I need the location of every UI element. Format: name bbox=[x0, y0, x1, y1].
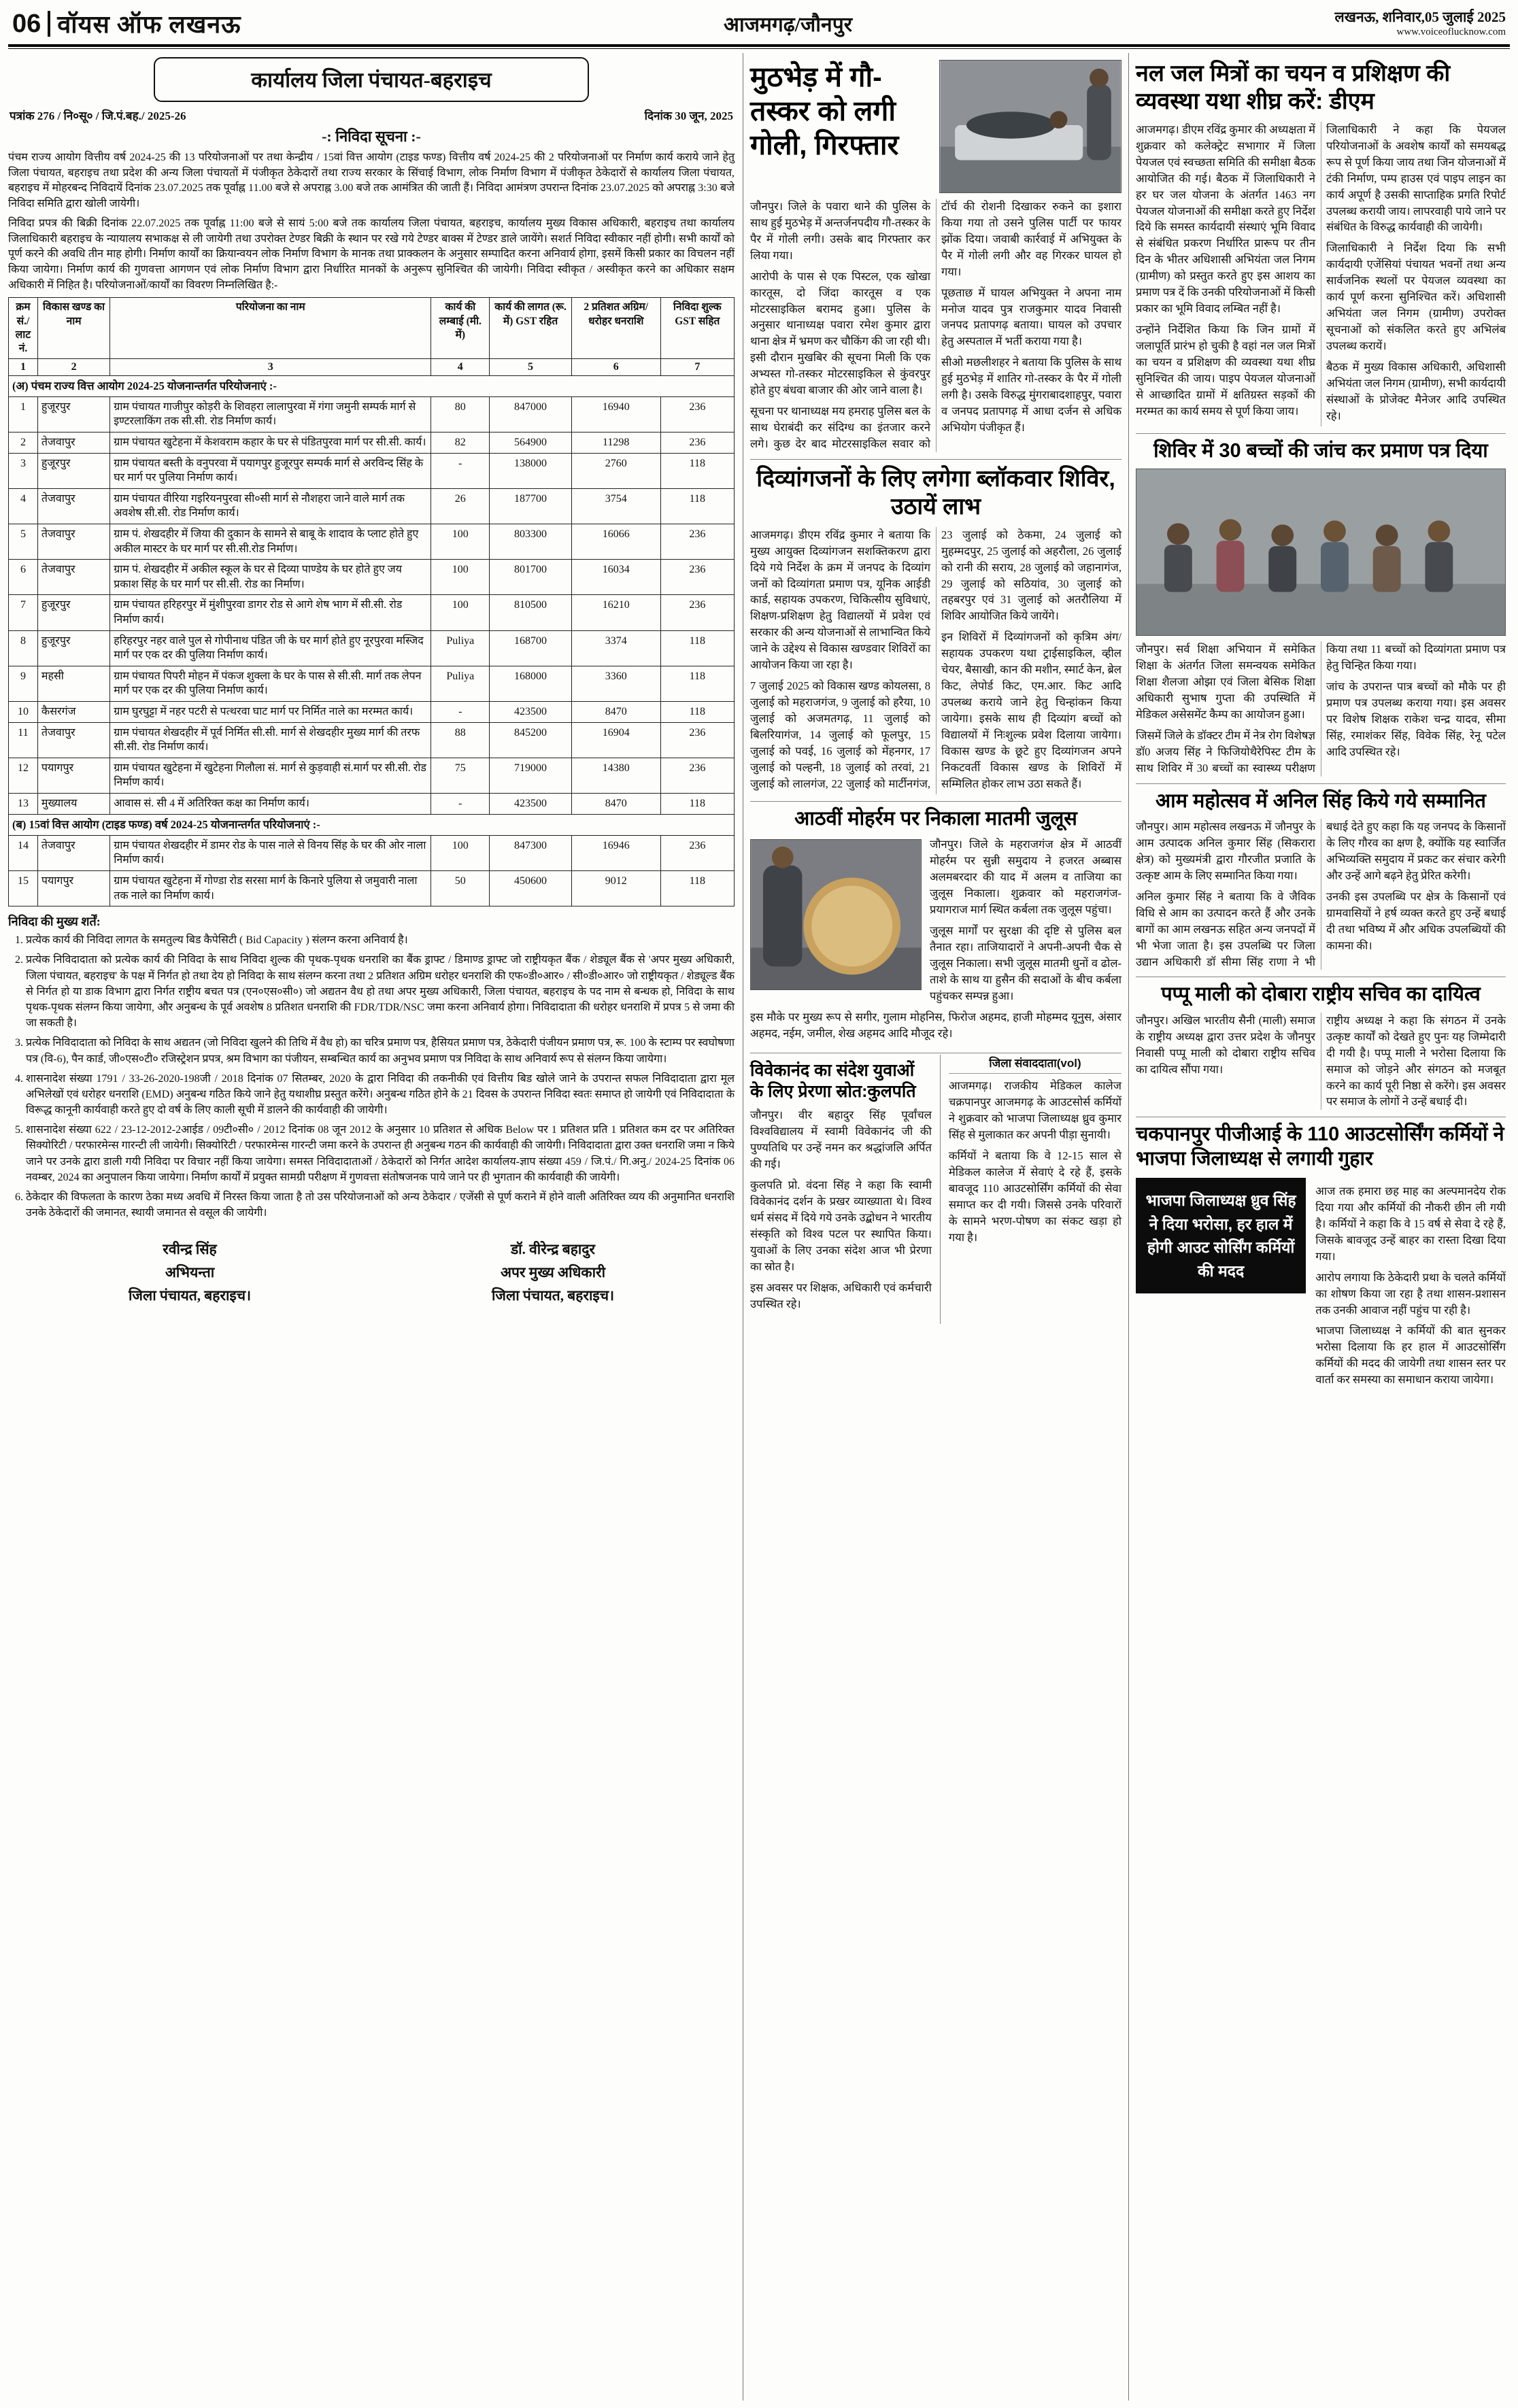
project-row bbox=[9, 722, 735, 758]
signatory-title: अपर मुख्य अधिकारी bbox=[500, 1264, 606, 1281]
col-header-block: विकास खण्ड का नाम bbox=[37, 298, 109, 359]
cell-advance: 9012 bbox=[571, 871, 660, 906]
masthead-rule bbox=[8, 44, 1510, 49]
cell-block: तेजवापुर bbox=[37, 560, 109, 595]
col-header-project: परियोजना का नाम bbox=[110, 298, 431, 359]
project-row bbox=[9, 595, 735, 630]
article-headline: नल जल मित्रों का चयन व प्रशिक्षण की व्यवस्था यथा शीघ्र करें: डीएम bbox=[1136, 61, 1451, 115]
right-column bbox=[1129, 53, 1507, 2401]
article-body-wrap bbox=[750, 836, 1121, 1041]
paragraph: 7 जुलाई 2025 को विकास खण्ड कोयलसा, 8 जुलाई को महराजगंज, 9 जुलाई को हरैया, 10 जुलाई को अजमतगढ़, 11 जुलाई को बिलरियागंज, 14 जुलाई को फूलपुर, 15 जुलाई को पवई, 16 जुलाई को मेंहनगर, 17 जुलाई को पल्हनी, 18 जुलाई को तरवां, 21 जुलाई को लालगंज, 22 जुलाई को मार्टीनगंज, 23 जुलाई को ठेकमा, 24 जुलाई को मुहम्मदपुर, 25 जुलाई को अहरौला, 26 जुलाई को रानी की सराय, 28 जुलाई को जहानागंज, 29 जुलाई को सठियांव, 30 जुलाई को तहबरपुर एवं 31 जुलाई को अतरौलिया में शिविर आयोजित किये जायेंगे। bbox=[750, 528, 1121, 790]
article-headline: पप्पू माली को दोबारा राष्ट्रीय सचिव का दायित्व bbox=[1161, 983, 1481, 1006]
cell-block: तेजवापुर bbox=[37, 433, 109, 454]
column-number-row: 1 2 3 4 5 6 7 bbox=[9, 359, 735, 376]
article-body bbox=[1136, 819, 1506, 970]
cell-length: 75 bbox=[431, 758, 490, 793]
signatory-officer bbox=[492, 1238, 614, 1307]
project-row bbox=[9, 793, 735, 814]
paragraph: अनिल कुमार सिंह ने बताया कि वे जैविक विधि से आम का उत्पादन करते हैं और उनके बागों का आम लखनऊ सहित अन्य जनपदों में भी भेजा जाता है। इस उपलब्धि पर जिला उद्यान अधिकारी डॉ सीमा सिंह राणा ने भी बधाई देते हुए कहा कि यह जनपद के किसानों के लिए गौरव का क्षण है, क्योंकि यह स्वार्जित अभिव्यक्ति समुदाय में प्रकट कर संचार करेगी और उन्हें आगे बढ़ने हेतु प्रेरित करेगी। bbox=[1136, 820, 1506, 968]
cell-sn: 1 bbox=[9, 396, 38, 432]
signatory-engineer bbox=[129, 1238, 251, 1307]
project-row bbox=[9, 453, 735, 488]
pgi-lead-column bbox=[949, 1055, 1121, 1323]
paragraph: इन शिविरों में दिव्यांगजनों को कृत्रिम अंग/सहायक उपकरण यथा ट्राईसाइकिल, व्हील चेयर, बैसाखी, कान की मशीन, स्मार्ट केन, ब्रेल किट, लेपोर्ड किट, एम.आर. किट आदि उपलब्ध कराये जाने हेतु चिन्हांकन किया जायेगा। इसके साथ ही दिव्यांग बच्चों को विद्यालयों में निःशुल्क प्रवेश दिलाया जायेगा। विकास खण्ड के छूटे हुए दिव्यांगजन अपने निकटवर्ती विकास खण्ड के शिविरों में सम्मिलित होकर लाभ उठा सकते हैं। bbox=[941, 630, 1121, 790]
project-row bbox=[9, 835, 735, 870]
cell-advance: 16904 bbox=[571, 722, 660, 758]
cell-block: हुजूरपुर bbox=[37, 595, 109, 630]
dateline bbox=[1335, 8, 1506, 39]
paragraph: भाजपा जिलाध्यक्ष ने कर्मियों की बात सुनकर भरोसा दिलाया कि हर हाल में आउटसोर्सिंग कर्मियों की मदद की जायेगी तथा शासन स्तर पर वार्ता कर समस्या का समाधान कराया जायेगा। bbox=[1315, 1324, 1506, 1387]
term-item: 3. प्रत्येक निविदादाता को निविदा के साथ अद्यतन (जो निविदा खुलने की तिथि में वैध हो) का चरित्र प्रमाण पत्र, हैसियत प्रमाण पत्र, ठेकेदारी पंजीयन प्रमाण पत्र, रू. 100 के स्टाम्प पर स्वघोषणा पत्र (वि-6), पैन कार्ड, जी०एस०टी० रजिस्ट्रेशन प्रपत्र, श्रम विभाग का पंजीयन, सम्बन्धित कार्य का अनुभव प्रमाण पत्र निविदा के साथ अनिवार्य रूप से संलग्न किया जायेगा। bbox=[26, 1035, 735, 1066]
cell-length: Puliya bbox=[431, 666, 490, 701]
cell-length: 100 bbox=[431, 835, 490, 870]
cell-cost: 803300 bbox=[490, 524, 572, 560]
cell-length: 26 bbox=[431, 488, 490, 524]
paragraph: सीओ मछलीशहर ने बताया कि पुलिस के साथ हुई मुठभेड़ में शातिर गो-तस्कर के पैर में गोली लगी है। उसके विरुद्ध मुंगराबादशाहपुर, पवारा व जनपद प्रतापगढ़ में आधा दर्जन से अधिक अभियोग पंजीकृत हैं। bbox=[941, 356, 1121, 434]
cell-block: पयागपुर bbox=[37, 871, 109, 906]
article-divyang-camp bbox=[750, 460, 1121, 802]
cell-fee: 236 bbox=[660, 595, 734, 630]
table-header bbox=[9, 298, 735, 375]
article-pappu-mali bbox=[1136, 977, 1506, 1117]
col-header-advance: 2 प्रतिशत अग्रिम/ धरोहर धनराशि bbox=[571, 298, 660, 359]
cell-fee: 236 bbox=[660, 524, 734, 560]
paragraph: जुलूस मार्गों पर सुरक्षा की दृष्टि से पुलिस बल तैनात रहा। ताजियादारों ने अपनी-अपनी चैक से जुलूस निकाला। सभी जुलूस मातमी धुनों व ढोल-ताशे के साथ या हुसैन की सदाओं के बीच कर्बला पहुंचकर सम्पन्न हुआ। bbox=[930, 924, 1121, 1002]
brand bbox=[12, 7, 241, 40]
cell-fee: 118 bbox=[660, 453, 734, 488]
paragraph: जिसमें जिले के डॉक्टर टीम में नेत्र रोग विशेषज्ञ डॉ0 अजय सिंह ने फिजियोथैरेपिस्ट टीम के साथ शिविर में 30 बच्चों का स्वास्थ्य परीक्षण किया तथा 11 बच्चों को दिव्यांगता प्रमाण पत्र हेतु चिन्हित किया गया। bbox=[1136, 643, 1506, 775]
cell-cost: 168700 bbox=[490, 630, 572, 666]
article-headline: विवेकानंद का संदेश युवाओं के लिए प्रेरणा स्रोत:कुलपति bbox=[750, 1061, 916, 1101]
article-moharram bbox=[750, 802, 1121, 1053]
cell-advance: 16034 bbox=[571, 560, 660, 595]
cell-project-name: ग्राम पंचायत वीरिया गइरियनपुरवा सी०सी मार्ग से नौशहरा जाने वाले मार्ग तक अवशेष सी.सी. रोड निर्माण कार्य। bbox=[110, 488, 431, 524]
cell-fee: 236 bbox=[660, 560, 734, 595]
photo-medical-camp bbox=[1136, 469, 1506, 636]
project-row bbox=[9, 560, 735, 595]
paragraph: इस अवसर पर शिक्षक, अधिकारी एवं कर्मचारी उपस्थित रहे। bbox=[750, 1281, 932, 1310]
cell-block: मुख्यालय bbox=[37, 793, 109, 814]
cell-advance: 8470 bbox=[571, 793, 660, 814]
page-content bbox=[7, 53, 1511, 2401]
cell-advance: 16946 bbox=[571, 835, 660, 870]
cell-cost: 168000 bbox=[490, 666, 572, 701]
cell-fee: 236 bbox=[660, 835, 734, 870]
article-headline: शिविर में 30 बच्चों की जांच कर प्रमाण पत्र दिया bbox=[1153, 440, 1488, 462]
cell-length: - bbox=[431, 453, 490, 488]
cell-block: पयागपुर bbox=[37, 758, 109, 793]
cell-fee: 118 bbox=[660, 488, 734, 524]
cell-sn: 7 bbox=[9, 595, 38, 630]
paragraph: उन्होंने निर्देशित किया कि जिन ग्रामों में जलापूर्ति प्रारंभ हो चुकी है वहां नल जल मित्रों का चयन व प्रशिक्षण की व्यवस्था यथा शीघ्र सुनिश्चित की जाय। पाइप पेयजल योजनाओं से आच्छादित ग्रामों में क्षतिग्रस्त सड़कों की मरम्मत का कार्य समय से पूर्ण किया जाय। bbox=[1136, 323, 1315, 418]
cell-block: तेजवापुर bbox=[37, 835, 109, 870]
article-pgi-outsourcing bbox=[1136, 1117, 1506, 1400]
col-header-fee: निविदा शुल्क GST सहित bbox=[660, 298, 734, 359]
tender-intro bbox=[8, 150, 735, 293]
project-row bbox=[9, 396, 735, 432]
cell-fee: 118 bbox=[660, 630, 734, 666]
article-body bbox=[1136, 122, 1506, 426]
cell-advance: 3360 bbox=[571, 666, 660, 701]
cell-cost: 847000 bbox=[490, 396, 572, 432]
paragraph: निविदा प्रपत्र की बिक्री दिनांक 22.07.2025 तक पूर्वाह्न 11:00 बजे से सायं 5:00 बजे तक कार्यालय जिला पंचायत, बहराइच, कार्यालय मुख्य विकास अधिकारी, बहराइच तथा कार्यालय जिलाधिकारी बहराइच के न्यायालय सभाकक्ष से ली जायेगी तथा उपरोक्त टेण्डर बिक्री के स्थान पर रखे गये टेण्डर बाक्स में टेण्डर डाले जायेंगे। सशर्त निविदा स्वीकार नहीं होगी। सभी कार्यों को पूर्ण करने की अवधि तीन माह होगी। निर्माण कार्यों का क्रियान्वयन लोक निर्माण विभाग के मानक तथा प्राक्कलन के अनुसार सम्पादित करना अनिवार्य होगा, इसमें किसी प्रकार का विचलन नहीं किया जायेगा। निर्माण कार्य की गुणवत्ता आगणन एवं लोक निर्माण विभाग द्वारा निर्धारित मानकों के अनुरूप सुनिश्चित की जायेगी। निविदा स्वीकृत / अस्वीकृत करने का अधिकार सक्षम अधिकारी में निहित है। परियोजनाओं/कार्यों का विवरण निम्नलिखित है:- bbox=[8, 217, 735, 291]
cell-sn: 12 bbox=[9, 758, 38, 793]
article-body bbox=[750, 527, 1121, 794]
cell-cost: 450600 bbox=[490, 871, 572, 906]
paragraph: सूचना पर थानाध्यक्ष मय हमराह पुलिस बल के साथ घेराबंदी कर संदिग्ध का इंतजार करने लगे। कुछ देर बाद मोटरसाइकिल सवार को टॉर्च की रोशनी दिखाकर रुकने का इशारा किया गया तो उसने पुलिस पार्टी पर फायर झोंक दिया। जवाबी कार्रवाई में अभियुक्त के पैर में गोली लगी और वह गिरकर घायल हो गया। bbox=[750, 200, 1121, 450]
article-cattle-smuggler bbox=[750, 54, 1121, 460]
cell-length: 100 bbox=[431, 595, 490, 630]
paragraph: पंचम राज्य आयोग वित्तीय वर्ष 2024-25 की 13 परियोजनाओं पर तथा केन्द्रीय / 15वां वित्त आयोग (टाइड फण्ड) वित्तीय वर्ष 2024-25 की 2 परियोजनाओं पर निर्माण कार्य कराये जाने हेतु जिला पंचायत, बहराइच तथा प्रदेश की अन्य जिला पंचायतों में पंजीकृत ठेकेदारों तथा राज्य सरकार के सिंचाई विभाग, लोक निर्माण विभाग में पंजीकृत ठेकेदारों से कार्यालय जिला पंचायत, बहराइच में मोहरबन्द निविदायें दिनांक 23.07.2025 तक पूर्वाह्न 11.00 बजे से अपराह्न 3.00 बजे तक आमंत्रित की जाती हैं। निविदा आमंत्रण उपरान्त दिनांक 23.07.2025 को अपराह्न 3:30 बजे निविदा समिति द्वारा खोली जायेगी। bbox=[8, 152, 735, 210]
paragraph: जौनपुर। जिले के पवारा थाने की पुलिस के साथ हुई मुठभेड़ में अन्तर्जनपदीय गौ-तस्कर के पैर में गोली लगी। उसके बाद गिरफ्तार कर लिया गया। bbox=[750, 200, 930, 262]
tender-notice bbox=[7, 53, 743, 2401]
cell-sn: 14 bbox=[9, 835, 38, 870]
project-row bbox=[9, 488, 735, 524]
paragraph: उनकी इस उपलब्धि पर क्षेत्र के किसानों एवं ग्रामवासियों ने हर्ष व्यक्त करते हुए उन्हें बधाई दी तथा भविष्य में और अधिक उपलब्धियों की कामना की। bbox=[1326, 889, 1506, 952]
cell-cost: 187700 bbox=[490, 488, 572, 524]
paragraph: इस मौके पर मुख्य रूप से सगीर, गुलाम मोहनिस, फिरोज अहमद, हाजी मोहम्मद यूनुस, अंसार अहमद, नईम, जमील, शेख अहमद आदि मौजूद रहे। bbox=[750, 1010, 1121, 1040]
cell-fee: 118 bbox=[660, 701, 734, 722]
cell-project-name: ग्राम पंचायत पिपरी मोहन में पंकज शुक्ला के घर के पास से सी.सी. मार्ग तक लेपन मार्ग पर एक दर की पुलिया निर्माण कार्य। bbox=[110, 666, 431, 701]
paragraph: आजमगढ़। डीएम रविंद्र कुमार की अध्यक्षता में शुक्रवार को कलेक्ट्रेट सभागार में जिला पेयजल एवं स्वच्छता समिति की समीक्षा बैठक आयोजित की गई। बैठक में जिलाधिकारी ने हर घर जल योजना के अंतर्गत 1463 नग पेयजल योजनाओं की समीक्षा करते हुए निर्देश दिये कि समस्त कार्यदायी संस्थाएं भूमि विवाद से संबंधित प्रकरण निर्धारित प्रारूप पर तीन दिन के भीतर अधिशासी अभियंता जल निगम (ग्रामीण) को प्रस्तुत करते हुए इस आशय का प्रमाण पत्र दें कि उनकी परियोजनाओं में किसी प्रकार का भूमि विवाद लम्बित नहीं है। bbox=[1136, 122, 1315, 316]
cell-cost: 564900 bbox=[490, 433, 572, 454]
cell-sn: 8 bbox=[9, 630, 38, 666]
article-headline: मुठभेड़ में गौ-तस्कर को लगी गोली, गिरफ्तार bbox=[750, 61, 899, 161]
cell-length: 100 bbox=[431, 524, 490, 560]
term-item: 4. शासनादेश संख्या 1791 / 33-26-2020-198जी / 2018 दिनांक 07 सितम्बर, 2020 के द्वारा निविदा की तकनीकी एवं वित्तीय बिड खोले जाने के उपरान्त सफल निविदादाता द्वारा मूल अभिलेखों एवं धरोहर धनराशि (EMD) अनुबन्ध गठित किये जाने हेतु यथाशीघ्र प्रस्तुत करेंगे। अनुबन्ध गठित होने के 21 दिवस के उपरान्त निविदा स्वतः समाप्त हो जायेगी एवं निविदादाता के विरूद्ध कानूनी कार्यवाही करते हुए दो वर्ष के लिए काली सूची में डालने की कार्यवाही की जायेगी। bbox=[26, 1071, 735, 1119]
terms-list bbox=[8, 932, 735, 1221]
project-row bbox=[9, 666, 735, 701]
cell-advance: 14380 bbox=[571, 758, 660, 793]
article-headline: चकपानपुर पीजीआई के 110 आउटसोर्सिंग कर्मियों ने भाजपा जिलाध्यक्ष से लगायी गुहार bbox=[1136, 1123, 1504, 1170]
cell-project-name: ग्राम पंचायत शेखदहीर में पूर्व निर्मित सी.सी. मार्ग से शेखदहीर मुख्य मार्ग की तरफ सी.सी. रोड निर्माण कार्य। bbox=[110, 722, 431, 758]
cell-project-name: ग्राम पंचायत शेखदहीर में डामर रोड के पास नाले से विनय सिंह के घर की ओर नाला निर्माण कार्य। bbox=[110, 835, 431, 870]
cell-sn: 10 bbox=[9, 701, 38, 722]
project-row bbox=[9, 758, 735, 793]
paragraph: आरोप लगाया कि ठेकेदारी प्रथा के चलते कर्मियों का शोषण किया जा रहा है तथा शासन-प्रशासन तक उनकी आवाज नहीं पहुंच पा रही है। bbox=[1315, 1270, 1506, 1317]
term-item: 6. ठेकेदार की विफलता के कारण ठेका मध्य अवधि में निरस्त किया जाता है तो उस परियोजनाओं को अन्य ठेकेदार / एजेंसी से पूर्ण कराने में होने वाली अतिरिक्त व्यय की अनुमानित धनराशि उनके ठेकेदारों की जमानत, स्थायी जमानत से वसूल की जायेगी। bbox=[26, 1189, 735, 1221]
paragraph: कर्मियों ने बताया कि वे 12-15 साल से मेडिकल कालेज में सेवाएं दे रहे हैं, इसके बावजूद 110 आउटसोर्सिंग कर्मियों की सेवा समाप्त कर दी गयी। जिससे उनके परिवारों के सामने भरण-पोषण का संकट खड़ा हो गया है। bbox=[948, 1149, 1121, 1244]
cell-project-name: ग्राम पंचायत खुटेहना में खुटेहना गिलौला सं. मार्ग से कुड़वाही सं.मार्ग पर सी.सी. रोड निर्माण कार्य। bbox=[110, 758, 431, 793]
cell-project-name: ग्राम पंचायत खुटेहना में केशवराम कहार के घर से पंडितपुरवा मार्ग पर सी.सी. कार्य। bbox=[110, 433, 431, 454]
paragraph: जौनपुर। जिले के महराजगंज क्षेत्र में आठवीं मोहर्रम पर सुन्नी समुदाय ने हजरत अब्बास अलमबरदार की याद में अलम व ताजिया का जुलूस निकाला। शुक्रवार को महराजगंज-प्रयागराज मार्ग स्थित कर्बला तक जुलूस पहुंचा। bbox=[930, 838, 1121, 917]
article-mango-festival bbox=[1136, 784, 1506, 978]
cell-advance: 2760 bbox=[571, 453, 660, 488]
signatory-name: डॉ. वीरेन्द्र बहादुर bbox=[510, 1241, 596, 1258]
cell-block: तेजवापुर bbox=[37, 524, 109, 560]
cell-advance: 3754 bbox=[571, 488, 660, 524]
paragraph: बैठक में मुख्य विकास अधिकारी, अधिशासी अभियंता जल निगम (ग्रामीण), सभी कार्यदायी संस्थाओं के प्रोजेक्ट मैनेजर आदि उपस्थित रहे। bbox=[1326, 360, 1506, 422]
paper-name: वॉयस ऑफ लखनऊ bbox=[57, 11, 241, 38]
signatory-title: अभियन्ता bbox=[165, 1264, 215, 1281]
cell-project-name: हरिहरपुर नहर वाले पुल से गोपीनाथ पंडित जी के घर मार्ग होते हुए नूरपुरवा मस्जिद मार्ग पर एक दर की पुलिया निर्माण कार्य। bbox=[110, 630, 431, 666]
cell-cost: 847300 bbox=[490, 835, 572, 870]
paragraph: आज तक हमारा छह माह का अल्पमानदेय रोक दिया गया और कर्मियों की नौकरी छीन ली गयी है। कर्मियों ने कहा कि वे 15 वर्ष से सेवा दे रहे हैं, जिसके बावजूद उन्हें बाहर का रास्ता दिखा दिया गया। bbox=[1315, 1185, 1506, 1263]
paragraph: आरोपी के पास से एक पिस्टल, एक खोखा कारतूस, दो जिंदा कारतूस व एक मोटरसाइकिल बरामद हुआ। पुलिस के अनुसार थानाध्यक्ष पवारा रमेश कुमार द्वारा थाना क्षेत्र में भ्रमण कर चौकिंग की जा रही थी। इसी दौरान मुखबिर की सूचना मिली कि एक अभ्यस्त गो-तस्कर मोटरसाइकिल से कुंवरपुर होते हुए बंधवा बाजार की ओर जाने वाला है। bbox=[750, 269, 930, 397]
paragraph: पूछताछ में घायल अभियुक्त ने अपना नाम मनोज यादव पुत्र राजकुमार यादव निवासी जनपद प्रतापगढ़ बताया। घायल को उपचार हेतु अस्पताल में भर्ती कराया गया है। bbox=[941, 286, 1121, 348]
cell-advance: 16066 bbox=[571, 524, 660, 560]
page-number: 06 bbox=[12, 11, 50, 37]
cell-cost: 801700 bbox=[490, 560, 572, 595]
section-a-title-row: (अ) पंचम राज्य वित्त आयोग 2024-25 योजनान्तर्गत परियोजनाएं :- bbox=[9, 375, 735, 396]
cell-block: तेजवापुर bbox=[37, 488, 109, 524]
col-header-sn: क्रम सं./ लाट नं. bbox=[9, 298, 38, 359]
cell-project-name: ग्राम पंचायत खुटेहना में गोण्डा रोड सरसा मार्ग के किनारे पुलिया से जमुवारी नाला तक नाले का निर्माण कार्य। bbox=[110, 871, 431, 906]
cell-block: कैसरगंज bbox=[37, 701, 109, 722]
photo-moharram-drum bbox=[750, 839, 922, 990]
article-headline: आम महोत्सव में अनिल सिंह किये गये सम्मानित bbox=[1156, 790, 1486, 812]
cell-project-name: ग्राम घुरघुट्टा में नहर पटरी से पत्थरवा घाट मार्ग पर निर्मित नाले का मरम्मत कार्य। bbox=[110, 701, 431, 722]
cell-project-name: ग्राम पंचायत हरिहरपुर में मुंशीपुरवा डागर रोड से आगे शेष भाग में सी.सी. रोड निर्माण कार्य। bbox=[110, 595, 431, 630]
project-row bbox=[9, 524, 735, 560]
project-row bbox=[9, 433, 735, 454]
project-row bbox=[9, 871, 735, 906]
cell-block: हुजूरपुर bbox=[37, 630, 109, 666]
article-vivekanand bbox=[750, 1055, 941, 1323]
date-text: लखनऊ, शनिवार,05 जुलाई 2025 bbox=[1334, 9, 1506, 25]
paragraph: जिलाधिकारी ने निर्देश दिया कि सभी कार्यदायी एजेंसियां पंचायत भवनों तथा अन्य सार्वजनिक स्थलों पर पेयजल व्यवस्था का कार्य पूर्ण करना सुनिश्चित करें। अधिशासी अभियंता जल निगम (ग्रामीण) उपरोक्त सूचनाओं को संकलित करते हुए अभिलंब उपलब्ध करायें। bbox=[1326, 241, 1506, 352]
cell-sn: 3 bbox=[9, 453, 38, 488]
tender-office-title: कार्यालय जिला पंचायत-बहराइच bbox=[154, 57, 589, 102]
tender-notice-heading: -: निविदा सूचना :- bbox=[322, 128, 421, 145]
cell-sn: 6 bbox=[9, 560, 38, 595]
website-link[interactable]: www.voiceoflucknow.com bbox=[1396, 27, 1506, 38]
paragraph: जौनपुर। अखिल भारतीय सैनी (माली) समाज के राष्ट्रीय अध्यक्ष द्वारा उत्तर प्रदेश के जौनपुर निवासी पप्पू माली को दोबारा राष्ट्रीय सचिव का दायित्व सौंपा गया। bbox=[1136, 1013, 1315, 1076]
paragraph: जांच के उपरान्त पात्र बच्चों को मौके पर ही प्रमाण पत्र उपलब्ध कराया गया। इस अवसर पर विशेष शिक्षक राकेश चन्द्र यादव, सीमा सिंह, रमाशंकर सिंह, विवेक सिंह, रेनू पटेल आदि उपस्थित रहे। bbox=[1326, 680, 1506, 758]
signatory-name: रवीन्द्र सिंह bbox=[163, 1241, 217, 1258]
byline: जिला संवाददाता(vol) bbox=[949, 1055, 1121, 1074]
table-section-b bbox=[9, 814, 735, 906]
cell-sn: 2 bbox=[9, 433, 38, 454]
project-row bbox=[9, 701, 735, 722]
table-section-a bbox=[9, 375, 735, 814]
cell-fee: 236 bbox=[660, 722, 734, 758]
article-body bbox=[750, 1107, 932, 1312]
paragraph: आजमगढ़। डीएम रविंद्र कुमार ने बताया कि मुख्य आयुक्त दिव्यांगजन सशक्तिकरण द्वारा दिये गये निर्देश के क्रम में जनपद के दिव्यांग जनों को दिव्यांगता प्रमाण पत्र, यूनिक आईडी कार्ड, सहायक उपकरण, चिकित्सीय सुविधाएं, शिक्षण-प्रशिक्षण हेतु विद्यालयों में प्रवेश एवं सरकार की अन्य योजनाओं से लाभान्वित किये जाने के उद्देश्य से विकास खण्डवार शिविरों का आयोजन किया जा रहा है। bbox=[750, 528, 930, 672]
signatory-org: जिला पंचायत, बहराइच। bbox=[491, 1287, 615, 1304]
cell-project-name: ग्राम पंचायत गाजीपुर कोड़री के शिवहरा लालापुरवा में गंगा जमुनी सम्पर्क मार्ग से इण्टरलाकिंग तक सी.सी. रोड निर्माण कार्य। bbox=[110, 396, 431, 432]
article-naljal bbox=[1136, 54, 1506, 434]
cell-advance: 16940 bbox=[571, 396, 660, 432]
middle-bottom-split bbox=[750, 1055, 1121, 1323]
cell-length: 82 bbox=[431, 433, 490, 454]
cell-length: 88 bbox=[431, 722, 490, 758]
cell-cost: 138000 bbox=[490, 453, 572, 488]
cell-length: Puliya bbox=[431, 630, 490, 666]
cell-advance: 16210 bbox=[571, 595, 660, 630]
section-b-title-row: (ब) 15वां वित्त आयोग (टाइड फण्ड) वर्ष 2024-25 योजनान्तर्गत परियोजनाएं :- bbox=[9, 814, 735, 835]
cell-length: - bbox=[431, 701, 490, 722]
pgi-lead-body bbox=[949, 1078, 1121, 1245]
paragraph: जिलाधिकारी ने कहा कि पेयजल परियोजनाओं के अवशेष कार्यों को समयबद्ध रूप से पूर्ण किया जाय तथा जिन योजनाओं में टंकी निर्माण, पम्प हाउस एवं पाइप लाइन का कार्य अपूर्ण है उसकी साप्ताहिक प्रगति रिपोर्ट उपलब्ध करायी जाय। लापरवाही पाये जाने पर संबंधित के विरुद्ध कार्यवाही की जायेगी। bbox=[1326, 122, 1506, 234]
article-body bbox=[1136, 641, 1506, 776]
cell-fee: 236 bbox=[660, 433, 734, 454]
cell-length: 80 bbox=[431, 396, 490, 432]
section-title: आजमगढ़/जौनपुर bbox=[724, 14, 853, 36]
term-item: 5. शासनादेश संख्या 622 / 23-12-2012-2आईड / 09टी०सी० / 2012 दिनांक 08 जून 2012 के अनुसार 10 प्रतिशत से अधिक Below पर 1 प्रतिशत प्रति 1 प्रतिशत कम दर पर अतिरिक्त सिक्योरिटी / परफारमेन्स गारन्टी ली जायेगी। सिक्योरिटी / परफारमेन्स गारन्टी जमा करने के उपरान्त ही अनुबन्ध गठन की कार्यवाही की जायेगी। निविदादाता द्वारा उक्त धनराशि जमा न किये जाने पर उनके द्वारा डाली गयी निविदा पर विचार नहीं किया जायेगा। समस्त निविदादाताओं / ठेकेदारों को निर्गत आदेश कार्यालय-ज्ञाप संख्या 459 / जि.पं./ गि.अनु./ 2024-25 दिनांक 06 नवम्बर, 2024 का अनुपालन किया जायेगा। निर्माण कार्यों में प्रयुक्त सामग्री परीक्षण में गुणवत्ता संतोषजनक पाये जाने पर ही भुगतान की कार्यवाही की जायेगी। bbox=[26, 1122, 735, 1185]
cell-sn: 5 bbox=[9, 524, 38, 560]
cell-length: 50 bbox=[431, 871, 490, 906]
cell-fee: 236 bbox=[660, 758, 734, 793]
signatory-org: जिला पंचायत, बहराइच। bbox=[128, 1287, 252, 1304]
cell-sn: 13 bbox=[9, 793, 38, 814]
cell-advance: 3374 bbox=[571, 630, 660, 666]
cell-sn: 4 bbox=[9, 488, 38, 524]
cell-sn: 9 bbox=[9, 666, 38, 701]
cell-length: 100 bbox=[431, 560, 490, 595]
cell-cost: 719000 bbox=[490, 758, 572, 793]
cell-fee: 118 bbox=[660, 871, 734, 906]
cell-fee: 118 bbox=[660, 793, 734, 814]
tender-ref-no: पत्रांक 276 / नि०सू० / जि.पं.बह./ 2025-26 bbox=[10, 109, 186, 122]
cell-block: हुजूरपुर bbox=[37, 396, 109, 432]
paragraph: कुलपति प्रो. वंदना सिंह ने कहा कि स्वामी विवेकानंद दर्शन के प्रखर व्याख्याता थे। विश्व धर्म संसद में दिये गये उनके उद्बोधन ने भारतीय संस्कृति को विश्व पटल पर स्थापित किया। युवाओं के लिए उनका संदेश आज भी प्रेरणा का स्रोत है। bbox=[750, 1178, 932, 1273]
article-headline: आठवीं मोहर्रम पर निकाला मातमी जुलूस bbox=[794, 808, 1077, 830]
cell-fee: 236 bbox=[660, 396, 734, 432]
cell-project-name: आवास सं. सी 4 में अतिरिक्त कक्ष का निर्माण कार्य। bbox=[110, 793, 431, 814]
middle-column bbox=[743, 53, 1129, 2401]
cell-block: तेजवापुर bbox=[37, 722, 109, 758]
cell-block: हुजूरपुर bbox=[37, 453, 109, 488]
terms-title: निविदा की मुख्य शर्तें: bbox=[8, 915, 101, 929]
cell-advance: 11298 bbox=[571, 433, 660, 454]
cell-block: महसी bbox=[37, 666, 109, 701]
col-header-cost: कार्य की लागत (रू. में) GST रहित bbox=[490, 298, 572, 359]
article-body bbox=[1315, 1183, 1506, 1393]
article-body bbox=[1136, 1013, 1506, 1110]
tender-date: दिनांक 30 जून, 2025 bbox=[644, 109, 733, 122]
article-medical-camp bbox=[1136, 434, 1506, 784]
term-item: 2. प्रत्येक निविदादाता को प्रत्येक कार्य की निविदा के साथ निविदा शुल्क की पृथक-पृथक धनराशि का बैंक ड्राफ्ट / डिमाण्ड ड्राफ्ट जो राष्ट्रीयकृत बैंक / शेड्यूल बैंक से 'अपर मुख्य अधिकारी, जिला पंचायत, बहराइच' के पक्ष में निर्गत हो तथा देय हो निविदा के साथ संलग्न करना तथा 2 प्रतिशत अग्रिम धरोहर धनराशि की एफ०डी०आर० / सी०डी०आर० जो राष्ट्रीयकृत / शेड्यूल्ड बैंक से निर्गत हो या डाक विभाग द्वारा निर्गत राष्ट्रीय बचत पत्र (एन०एस०सी०) जो अद्यतन वैध हो तथा अपर मुख्य अधिकारी, जिला पंचायत, बहराइच के पद नाम से बन्धक हो, निविदा के साथ पृथक-पृथक संलग्न किया जायेगा, और अनुबन्ध के पूर्व अवशेष 8 प्रतिशत धनराशि की FDR/TDR/NSC जमा करना अनिवार्य होगा। निविदादाता की धरोहर धनराशि में प्रपत्र 5 से जमा की जा सकती है। bbox=[26, 952, 735, 1031]
highlight-box: भाजपा जिलाध्यक्ष ध्रुव सिंह ने दिया भरोसा, हर हाल में होगी आउट सोर्सिंग कर्मियों की मदद bbox=[1136, 1178, 1306, 1293]
cell-cost: 810500 bbox=[490, 595, 572, 630]
tender-projects-table bbox=[8, 297, 735, 906]
cell-sn: 11 bbox=[9, 722, 38, 758]
paragraph: राष्ट्रीय अध्यक्ष ने कहा कि संगठन में उनके उत्कृष्ट कार्यों को देखते हुए पुनः यह जिम्मेदारी दी गयी है। पप्पू माली ने भरोसा दिलाया कि समाज को जोड़ने और संगठन को मजबूत करने का कार्य पूरी निष्ठा से करेंगे। इस अवसर पर समाज के लोगों ने उन्हें बधाई दी। bbox=[1326, 1013, 1506, 1108]
cell-project-name: ग्राम पंचायत बस्ती के वनुपरवा में पयागपुर हुजूरपुर सम्पर्क मार्ग से अरविन्द सिंह के घर मार्ग पर पुलिया निर्माण कार्य। bbox=[110, 453, 431, 488]
cell-project-name: ग्राम पं. शेखदहीर में जिया की दुकान के सामने से बाबू के शादाव के प्लाट होते हुए अकील मास्टर के घर मार्ग पर सी.सी.रोड निर्माण। bbox=[110, 524, 431, 560]
term-item: 1. प्रत्येक कार्य की निविदा लागत के समतुल्य बिड कैपेसिटी ( Bid Capacity ) संलग्न करना अनिवार्य है। bbox=[26, 932, 735, 948]
article-headline: दिव्यांगजनों के लिए लगेगा ब्लॉकवार शिविर, उठायें लाभ bbox=[756, 465, 1115, 520]
cell-cost: 423500 bbox=[490, 793, 572, 814]
cell-cost: 845200 bbox=[490, 722, 572, 758]
signature-row bbox=[8, 1238, 735, 1307]
cell-advance: 8470 bbox=[571, 701, 660, 722]
paragraph: जौनपुर। वीर बहादुर सिंह पूर्वांचल विश्वविद्यालय में स्वामी विवेकानंद जी की पुण्यतिथि पर उन्हें नमन कर श्रद्धांजलि अर्पित की गई। bbox=[750, 1108, 932, 1171]
col-header-length: कार्य की लम्बाई (मी. में) bbox=[431, 298, 490, 359]
paragraph: आजमगढ़। राजकीय मेडिकल कालेज चक्रपानपुर आजमगढ़ के आउटसोर्स कर्मियों ने शुक्रवार को भाजपा जिलाध्यक्ष ध्रुव कुमार सिंह से मुलाकात कर अपनी पीड़ा सुनायी। bbox=[948, 1079, 1121, 1142]
cell-cost: 423500 bbox=[490, 701, 572, 722]
cell-project-name: ग्राम पं. शेखदहीर में अकील स्कूल के घर से दिव्या पाण्डेय के घर होते हुए जय प्रकाश सिंह के घर मार्ग पर सी.सी. रोड का निर्माण। bbox=[110, 560, 431, 595]
project-row bbox=[9, 630, 735, 666]
cell-fee: 118 bbox=[660, 666, 734, 701]
photo-injured-smuggler bbox=[939, 60, 1121, 193]
paragraph: जौनपुर। आम महोत्सव लखनऊ में जौनपुर के आम उत्पादक अनिल कुमार सिंह (सिकरारा क्षेत्र) को मुख्यमंत्री द्वारा गौरजीत प्रजाति के उत्कृष्ट आम के लिए सम्मानित किया गया। bbox=[1136, 820, 1315, 882]
cell-length: - bbox=[431, 793, 490, 814]
masthead bbox=[7, 4, 1511, 44]
paragraph: जौनपुर। सर्व शिक्षा अभियान में समेकित शिक्षा के अंतर्गत जिला समन्वयक समेकित शिक्षा शैलजा ओझा एवं जिला बेसिक शिक्षा अधिकारी सुभाष गुप्ता की उपस्थिति में मेडिकल असेसमेंट कैम्प का आयोजन हुआ। bbox=[1136, 643, 1315, 722]
article-body bbox=[750, 199, 1121, 452]
cell-sn: 15 bbox=[9, 871, 38, 906]
